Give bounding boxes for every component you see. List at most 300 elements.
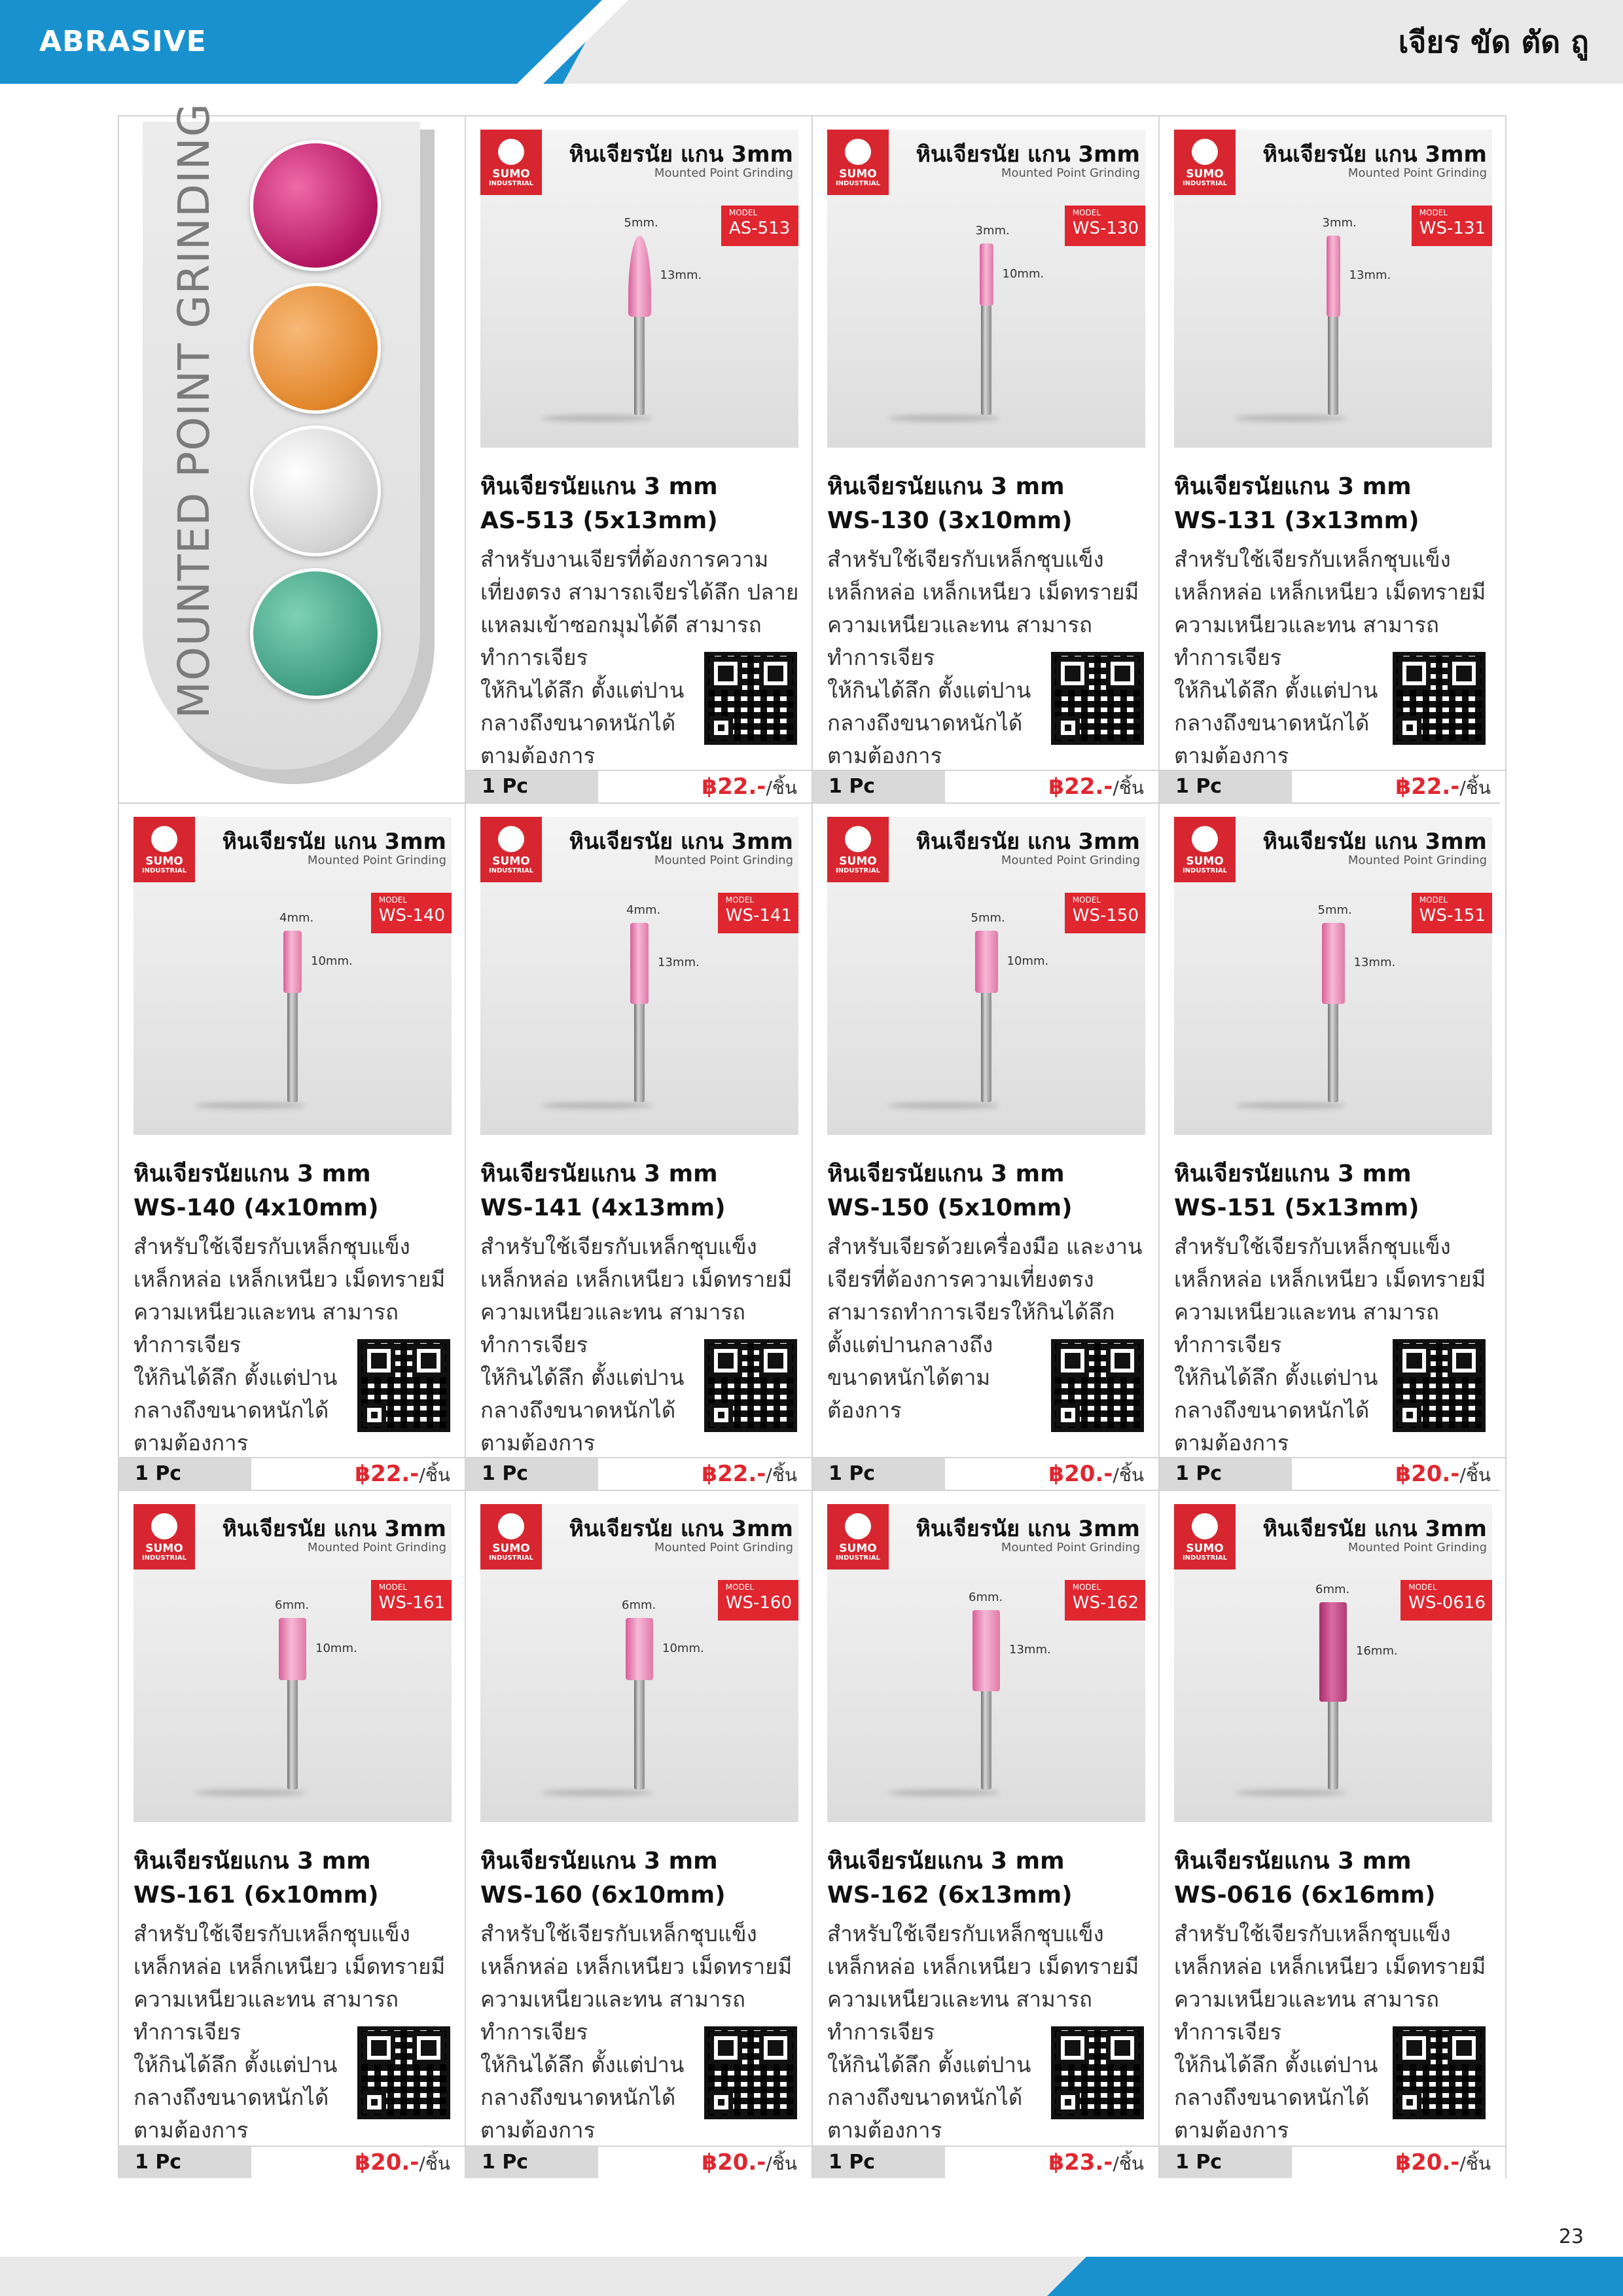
- model-label: MODEL: [1408, 1583, 1437, 1592]
- price-amount: ฿20.-: [1048, 1461, 1113, 1487]
- logo-name: SUMO: [1186, 1542, 1224, 1555]
- logo-sub: INDUSTRIAL: [1182, 867, 1228, 874]
- quantity-label: 1 Pc: [466, 2147, 598, 2178]
- price-unit: /ชิ้น: [1459, 1464, 1491, 1486]
- model-label: MODEL: [378, 895, 408, 905]
- model-value: WS-0616: [1408, 1593, 1486, 1613]
- description-part2: ให้กินได้ลึก ตั้งแต่ปานกลางถึงขนาดหนักได้ตามต้องการ: [480, 2052, 685, 2143]
- price-amount: ฿22.-: [702, 774, 766, 800]
- page-header: [0, 0, 1623, 84]
- photo-title: หินเจียรนัย แกน 3mm: [569, 829, 793, 855]
- qr-code-icon[interactable]: [1393, 652, 1486, 745]
- product-name: [480, 470, 801, 538]
- dimension-height: 16mm.: [1356, 1644, 1398, 1658]
- product-photo: [1174, 817, 1492, 1135]
- description-part2: ให้กินได้ลึก ตั้งแต่ปานกลางถึงขนาดหนักได้ตามต้องการ: [1174, 677, 1378, 768]
- photo-title: หินเจียรนัย แกน 3mm: [1262, 1516, 1487, 1542]
- logo-sub: INDUSTRIAL: [141, 867, 187, 874]
- tool-shaft: [634, 314, 645, 416]
- dimension-width: 5mm.: [624, 216, 658, 230]
- qr-code-icon[interactable]: [357, 2026, 450, 2119]
- dimension-height: 10mm.: [311, 954, 353, 968]
- product-name-line2: WS-161 (6x10mm): [134, 1882, 379, 1909]
- product-name-line2: WS-0616 (6x16mm): [1174, 1882, 1436, 1909]
- model-label: MODEL: [729, 208, 758, 217]
- product-card[interactable]: [813, 804, 1160, 1491]
- product-name: [827, 1157, 1148, 1225]
- dimension-width: 6mm.: [275, 1598, 310, 1612]
- description-part1: สำหรับใช้เจียรกับเหล็กชุบแข็ง เหล็กหล่อ เหล็กเหนียว เม็ดทรายมีความเหนียวและทน สามารถทำการเจียร: [480, 1234, 793, 1357]
- price-unit: /ชิ้น: [1113, 1464, 1144, 1486]
- logo-sub: INDUSTRIAL: [488, 180, 534, 187]
- product-card[interactable]: [1160, 804, 1500, 1491]
- price-unit: /ชิ้น: [1113, 2153, 1144, 2174]
- feature-panel: [119, 103, 466, 804]
- tool-shadow: [888, 1102, 999, 1109]
- logo-sub: INDUSTRIAL: [835, 1554, 881, 1562]
- model-value: AS-513: [729, 219, 791, 238]
- product-photo: [134, 1504, 452, 1822]
- price: [1395, 771, 1491, 802]
- tool-shaft: [981, 303, 991, 415]
- qr-code-icon[interactable]: [704, 1339, 797, 1432]
- model-value: WS-160: [725, 1593, 792, 1613]
- tool-shaft: [634, 1677, 645, 1789]
- quantity-label: 1 Pc: [1160, 771, 1292, 802]
- quantity-label: 1 Pc: [119, 1458, 251, 1490]
- category-title: เจียร ขัด ตัด ถู: [1398, 24, 1589, 60]
- quantity-label: 1 Pc: [813, 2147, 945, 2178]
- photo-subtitle: Mounted Point Grinding: [1347, 853, 1487, 867]
- photo-title: หินเจียรนัย แกน 3mm: [569, 1516, 793, 1542]
- logo-sub: INDUSTRIAL: [835, 180, 881, 187]
- qr-code-icon[interactable]: [357, 1339, 450, 1432]
- price-unit: /ชิ้น: [419, 1464, 450, 1486]
- price-amount: ฿22.-: [1048, 774, 1113, 800]
- quantity-label: 1 Pc: [813, 771, 945, 802]
- sumo-logo: [134, 1504, 195, 1570]
- price-unit: /ชิ้น: [1459, 777, 1491, 798]
- quantity-label: 1 Pc: [466, 771, 598, 802]
- photo-title: หินเจียรนัย แกน 3mm: [222, 1516, 446, 1542]
- wrestler-icon: [845, 1513, 871, 1539]
- price: [1048, 2147, 1144, 2178]
- quantity-label: 1 Pc: [119, 2147, 251, 2178]
- quantity-label: 1 Pc: [813, 1458, 945, 1490]
- tool-shadow: [194, 1789, 306, 1796]
- model-tag: [1412, 206, 1492, 246]
- grinding-stone: [626, 1618, 653, 1680]
- description-part2: ให้กินได้ลึก ตั้งแต่ปานกลางถึงขนาดหนักได้ตามต้องการ: [1174, 2052, 1378, 2143]
- grinding-stone: [628, 236, 651, 317]
- price-bar: [466, 770, 812, 802]
- product-name-line1: หินเจียรนัยแกน 3 mm: [827, 1160, 1065, 1187]
- price-bar: [813, 1457, 1158, 1490]
- photo-subtitle: Mounted Point Grinding: [654, 853, 793, 867]
- description-part2: ให้กินได้ลึก ตั้งแต่ปานกลางถึงขนาดหนักได้ตามต้องการ: [134, 1365, 338, 1456]
- product-name: [134, 1157, 454, 1225]
- grinding-stone: [279, 1618, 306, 1680]
- dimension-height: 10mm.: [315, 1641, 357, 1655]
- tool-shaft: [1328, 1699, 1338, 1789]
- product-photo: [480, 1504, 798, 1822]
- quantity-label: 1 Pc: [1160, 1458, 1292, 1490]
- page-footer: [0, 2257, 1623, 2296]
- dimension-width: 5mm.: [971, 911, 1005, 925]
- product-name-line1: หินเจียรนัยแกน 3 mm: [134, 1160, 371, 1187]
- description-part2: ให้กินได้ลึก ตั้งแต่ปานกลางถึงขนาดหนักได้ตามต้องการ: [480, 1365, 685, 1456]
- product-name-line2: WS-162 (6x13mm): [827, 1882, 1073, 1909]
- sumo-logo: [827, 130, 889, 195]
- wrestler-icon: [498, 139, 524, 165]
- product-name-line1: หินเจียรนัยแกน 3 mm: [1174, 1848, 1412, 1874]
- logo-name: SUMO: [492, 1542, 530, 1555]
- price: [355, 1458, 450, 1490]
- product-name-line1: หินเจียรนัยแกน 3 mm: [827, 1848, 1065, 1874]
- wrestler-icon: [845, 826, 871, 852]
- grinding-stone: [630, 923, 649, 1004]
- product-name: [827, 1844, 1148, 1912]
- description-part2: ให้กินได้ลึก ตั้งแต่ปานกลางถึงขนาดหนักได้ตามต้องการ: [827, 2052, 1031, 2143]
- model-label: MODEL: [1419, 895, 1448, 905]
- product-photo: [1174, 130, 1492, 448]
- model-value: WS-161: [378, 1593, 445, 1613]
- price-unit: /ชิ้น: [766, 1464, 797, 1486]
- tool-shaft: [981, 1689, 991, 1790]
- model-label: MODEL: [1419, 208, 1448, 217]
- model-tag: [1412, 893, 1492, 933]
- dimension-width: 5mm.: [1317, 903, 1352, 917]
- price-unit: /ชิ้น: [766, 2153, 797, 2174]
- tool-shadow: [888, 1789, 999, 1796]
- product-card[interactable]: [1160, 1491, 1500, 2178]
- product-name-line2: WS-140 (4x10mm): [134, 1194, 379, 1221]
- dimension-height: 13mm.: [1009, 1642, 1051, 1657]
- price: [702, 2147, 797, 2178]
- price-bar: [119, 1457, 465, 1490]
- footer-blue-band: [1047, 2257, 1623, 2296]
- wrestler-icon: [151, 826, 177, 852]
- price-bar: [466, 1457, 812, 1490]
- photo-title: หินเจียรนัย แกน 3mm: [1262, 829, 1487, 855]
- wrestler-icon: [498, 1513, 524, 1539]
- price-bar: [466, 2145, 812, 2178]
- price-bar: [813, 2145, 1158, 2178]
- quantity-label: 1 Pc: [1160, 2147, 1292, 2178]
- section-title: ABRASIVE: [39, 25, 207, 58]
- dimension-height: 13mm.: [660, 268, 702, 282]
- price-amount: ฿22.-: [1395, 774, 1460, 800]
- tool-shadow: [1235, 1789, 1346, 1796]
- product-photo: [480, 817, 798, 1135]
- product-name-line2: WS-160 (6x10mm): [480, 1882, 726, 1909]
- product-name-line1: หินเจียรนัยแกน 3 mm: [1174, 473, 1412, 500]
- qr-code-icon[interactable]: [1051, 652, 1144, 745]
- model-value: WS-140: [378, 906, 445, 925]
- price-unit: /ชิ้น: [1459, 2153, 1491, 2174]
- dimension-height: 13mm.: [1349, 268, 1391, 282]
- wrestler-icon: [1192, 826, 1218, 852]
- price-bar: [119, 2145, 465, 2178]
- dimension-height: 10mm.: [1002, 266, 1044, 281]
- product-card[interactable]: [466, 1491, 813, 2178]
- model-tag: [1400, 1580, 1492, 1621]
- model-label: MODEL: [378, 1583, 408, 1592]
- model-label: MODEL: [1072, 208, 1101, 217]
- price-amount: ฿20.-: [1395, 2149, 1460, 2176]
- product-name: [1174, 470, 1495, 538]
- product-name-line1: หินเจียรนัยแกน 3 mm: [827, 473, 1065, 500]
- grinding-stone: [972, 1610, 1000, 1691]
- photo-subtitle: Mounted Point Grinding: [307, 853, 446, 867]
- price-bar: [813, 770, 1158, 802]
- price-bar: [1160, 770, 1505, 802]
- qr-code-icon[interactable]: [1051, 2026, 1144, 2119]
- photo-title: หินเจียรนัย แกน 3mm: [916, 829, 1140, 855]
- product-photo: [1174, 1504, 1492, 1822]
- price-amount: ฿20.-: [702, 2149, 766, 2176]
- white-abrasive-swatch: [250, 425, 381, 556]
- model-tag: [1065, 893, 1145, 933]
- tool-shaft: [287, 990, 298, 1102]
- model-tag: [371, 1580, 452, 1621]
- model-label: MODEL: [1072, 1583, 1101, 1592]
- dimension-width: 4mm.: [626, 903, 661, 917]
- feature-vertical-text: MOUNTED POINT GRINDING: [169, 103, 219, 719]
- description-part1: สำหรับงานเจียรที่ต้องการความเที่ยงตรง สามารถเจียรได้ลึก ปลายแหลมเข้าซอกมุมได้ดี สามารถทำการเจียร: [480, 547, 799, 670]
- tool-shadow: [541, 415, 652, 422]
- photo-subtitle: Mounted Point Grinding: [1347, 1541, 1487, 1554]
- product-photo: [827, 1504, 1145, 1822]
- product-name-line1: หินเจียรนัยแกน 3 mm: [480, 1160, 718, 1187]
- product-name: [480, 1844, 801, 1912]
- description-part2: ให้กินได้ลึก ตั้งแต่ปานกลางถึงขนาดหนักได้ตามต้องการ: [1174, 1365, 1378, 1456]
- product-name-line2: WS-130 (3x10mm): [827, 507, 1073, 534]
- sumo-logo: [827, 1504, 889, 1570]
- product-name-line2: AS-513 (5x13mm): [480, 507, 718, 534]
- description-part1: สำหรับใช้เจียรกับเหล็กชุบแข็ง เหล็กหล่อ เหล็กเหนียว เม็ดทรายมีความเหนียวและทน สามารถทำการเจียร: [827, 1921, 1139, 2045]
- grinding-stone: [1319, 1602, 1347, 1702]
- logo-sub: INDUSTRIAL: [488, 1554, 534, 1562]
- tool-shadow: [541, 1102, 652, 1109]
- photo-subtitle: Mounted Point Grinding: [1001, 166, 1140, 180]
- description-part1: สำหรับใช้เจียรกับเหล็กชุบแข็ง เหล็กหล่อ เหล็กเหนียว เม็ดทรายมีความเหนียวและทน สามารถทำการเจียร: [1174, 1234, 1486, 1357]
- photo-subtitle: Mounted Point Grinding: [1347, 166, 1487, 180]
- price-amount: ฿23.-: [1048, 2149, 1113, 2176]
- product-name-line1: หินเจียรนัยแกน 3 mm: [480, 1848, 718, 1874]
- model-value: WS-131: [1419, 219, 1486, 238]
- logo-name: SUMO: [492, 855, 530, 868]
- sumo-logo: [134, 817, 195, 882]
- product-card[interactable]: [119, 804, 466, 1491]
- product-name-line2: WS-131 (3x13mm): [1174, 507, 1419, 534]
- photo-subtitle: Mounted Point Grinding: [1001, 1541, 1140, 1554]
- dimension-height: 13mm.: [1353, 955, 1396, 969]
- description-part2: ให้กินได้ลึก ตั้งแต่ปานกลางถึงขนาดหนักได้ตามต้องการ: [134, 2052, 338, 2143]
- sumo-logo: [1174, 817, 1236, 882]
- logo-name: SUMO: [492, 168, 530, 181]
- grinding-stone: [283, 931, 302, 993]
- photo-subtitle: Mounted Point Grinding: [1001, 853, 1140, 867]
- logo-name: SUMO: [1186, 168, 1224, 181]
- tool-shadow: [541, 1789, 652, 1796]
- description-part1: สำหรับใช้เจียรกับเหล็กชุบแข็ง เหล็กหล่อ เหล็กเหนียว เม็ดทรายมีความเหนียวและทน สามารถทำการเจียร: [480, 1921, 793, 2045]
- price-amount: ฿22.-: [702, 1461, 766, 1487]
- dimension-width: 3mm.: [1322, 216, 1357, 230]
- product-card[interactable]: [813, 117, 1160, 804]
- grinding-stone: [1322, 923, 1345, 1004]
- product-name-line2: WS-150 (5x10mm): [827, 1194, 1073, 1221]
- tool-shadow: [1235, 415, 1346, 422]
- product-card[interactable]: [466, 804, 813, 1491]
- page-number: 23: [1558, 2225, 1584, 2248]
- model-value: WS-130: [1072, 219, 1139, 238]
- tool-shaft: [287, 1677, 298, 1789]
- product-card[interactable]: [466, 117, 813, 804]
- model-label: MODEL: [725, 1583, 755, 1592]
- product-photo: [827, 817, 1145, 1135]
- logo-name: SUMO: [839, 855, 877, 868]
- price: [1048, 1458, 1144, 1490]
- sumo-logo: [1174, 1504, 1236, 1570]
- quantity-label: 1 Pc: [466, 1458, 598, 1490]
- price-unit: /ชิ้น: [766, 777, 797, 798]
- product-name-line1: หินเจียรนัยแกน 3 mm: [1174, 1160, 1412, 1187]
- dimension-height: 10mm.: [1007, 954, 1049, 968]
- dimension-width: 4mm.: [279, 911, 314, 925]
- tool-shaft: [1328, 1001, 1338, 1103]
- price-amount: ฿22.-: [355, 1461, 419, 1487]
- description-part1: สำหรับใช้เจียรกับเหล็กชุบแข็ง เหล็กหล่อ เหล็กเหนียว เม็ดทรายมีความเหนียวและทน สามารถทำการเจียร: [1174, 1921, 1486, 2045]
- tool-shaft: [981, 990, 991, 1102]
- orange-abrasive-swatch: [250, 283, 381, 414]
- photo-title: หินเจียรนัย แกน 3mm: [916, 141, 1140, 168]
- description-part1: สำหรับใช้เจียรกับเหล็กชุบแข็ง เหล็กหล่อ เหล็กเหนียว เม็ดทรายมีความเหนียวและทน สามารถทำการเจียร: [134, 1921, 446, 2045]
- sumo-logo: [480, 130, 542, 195]
- tool-shadow: [194, 1102, 306, 1109]
- description-part1: สำหรับใช้เจียรกับเหล็กชุบแข็ง เหล็กหล่อ เหล็กเหนียว เม็ดทรายมีความเหนียวและทน สามารถทำการเจียร: [1174, 547, 1486, 670]
- model-tag: [718, 893, 798, 933]
- product-card[interactable]: [1160, 117, 1500, 804]
- model-tag: [371, 893, 452, 933]
- description-part2: ให้กินได้ลึก ตั้งแต่ปานกลางถึงขนาดหนักได้ตามต้องการ: [480, 677, 685, 768]
- photo-subtitle: Mounted Point Grinding: [307, 1541, 446, 1554]
- product-card[interactable]: [119, 1491, 466, 2178]
- tool-shaft: [634, 1001, 645, 1103]
- sumo-logo: [1174, 130, 1236, 195]
- model-tag: [1065, 1580, 1145, 1621]
- model-value: WS-162: [1072, 1593, 1139, 1613]
- description-part2: ตั้งแต่ปานกลางถึงขนาดหนักได้ตามต้องการ: [827, 1332, 993, 1423]
- product-name-line1: หินเจียรนัยแกน 3 mm: [480, 473, 718, 500]
- logo-sub: INDUSTRIAL: [488, 867, 534, 874]
- photo-subtitle: Mounted Point Grinding: [654, 1541, 793, 1554]
- product-photo: [480, 130, 798, 448]
- price-bar: [1160, 1457, 1505, 1490]
- model-value: WS-151: [1419, 906, 1486, 925]
- model-label: MODEL: [1072, 895, 1101, 905]
- photo-title: หินเจียรนัย แกน 3mm: [569, 141, 793, 168]
- price: [702, 771, 797, 802]
- price: [355, 2147, 450, 2178]
- price-unit: /ชิ้น: [419, 2153, 450, 2174]
- qr-code-icon[interactable]: [1393, 2026, 1486, 2119]
- pink-abrasive-swatch: [250, 140, 381, 271]
- grinding-stone: [1327, 236, 1340, 317]
- description-part1: สำหรับเจียรด้วยเครื่องมือ และงานเจียรที่ต้องการความเที่ยงตรง สามารถทำการเจียรให้กินได้ลึก: [827, 1234, 1143, 1325]
- dimension-height: 13mm.: [658, 955, 700, 969]
- logo-name: SUMO: [839, 168, 877, 181]
- qr-code-icon[interactable]: [704, 652, 797, 745]
- wrestler-icon: [151, 1513, 177, 1539]
- price-bar: [1160, 2145, 1505, 2178]
- price: [1395, 2147, 1491, 2178]
- product-photo: [134, 817, 452, 1135]
- dimension-width: 6mm.: [1315, 1583, 1350, 1596]
- product-name-line1: หินเจียรนัยแกน 3 mm: [134, 1848, 371, 1874]
- dimension-width: 3mm.: [975, 224, 1010, 238]
- model-tag: [1065, 206, 1145, 246]
- green-abrasive-swatch: [250, 568, 381, 699]
- qr-code-icon[interactable]: [1051, 1339, 1144, 1432]
- tool-shaft: [1328, 314, 1338, 416]
- model-value: WS-150: [1072, 906, 1139, 925]
- product-name: [827, 470, 1148, 538]
- wrestler-icon: [1192, 139, 1218, 165]
- product-photo: [827, 130, 1145, 448]
- sumo-logo: [480, 817, 542, 882]
- wrestler-icon: [498, 826, 524, 852]
- model-tag: [718, 1580, 798, 1621]
- product-card[interactable]: [813, 1491, 1160, 2178]
- description-part1: สำหรับใช้เจียรกับเหล็กชุบแข็ง เหล็กหล่อ เหล็กเหนียว เม็ดทรายมีความเหนียวและทน สามารถทำการเจียร: [827, 547, 1139, 670]
- wrestler-icon: [1192, 1513, 1218, 1539]
- price-amount: ฿20.-: [1395, 1461, 1460, 1487]
- price: [1048, 771, 1144, 802]
- description-part1: สำหรับใช้เจียรกับเหล็กชุบแข็ง เหล็กหล่อ เหล็กเหนียว เม็ดทรายมีความเหนียวและทน สามารถทำการเจียร: [134, 1234, 446, 1357]
- product-name: [134, 1844, 454, 1912]
- wrestler-icon: [845, 139, 871, 165]
- price: [1395, 1458, 1491, 1490]
- logo-name: SUMO: [839, 1542, 877, 1555]
- logo-sub: INDUSTRIAL: [141, 1554, 187, 1562]
- logo-name: SUMO: [1186, 855, 1224, 868]
- model-label: MODEL: [725, 895, 755, 905]
- product-name: [1174, 1157, 1495, 1225]
- logo-sub: INDUSTRIAL: [1182, 1554, 1228, 1562]
- sumo-logo: [827, 817, 889, 882]
- sumo-logo: [480, 1504, 542, 1570]
- tool-shadow: [1235, 1102, 1346, 1109]
- grinding-stone: [980, 243, 993, 306]
- product-name: [480, 1157, 801, 1225]
- photo-title: หินเจียรนัย แกน 3mm: [1262, 141, 1487, 168]
- product-grid: [118, 103, 1507, 2178]
- dimension-height: 10mm.: [662, 1641, 704, 1655]
- tool-shadow: [888, 415, 999, 422]
- dimension-width: 6mm.: [622, 1598, 656, 1612]
- photo-title: หินเจียรนัย แกน 3mm: [222, 829, 446, 855]
- price-amount: ฿20.-: [355, 2149, 419, 2176]
- price-unit: /ชิ้น: [1113, 777, 1144, 798]
- product-name-line2: WS-141 (4x13mm): [480, 1194, 726, 1221]
- qr-code-icon[interactable]: [704, 2026, 797, 2119]
- product-name-line2: WS-151 (5x13mm): [1174, 1194, 1419, 1221]
- model-value: WS-141: [725, 906, 792, 925]
- photo-title: หินเจียรนัย แกน 3mm: [916, 1516, 1140, 1542]
- qr-code-icon[interactable]: [1393, 1339, 1486, 1432]
- model-tag: [721, 206, 798, 246]
